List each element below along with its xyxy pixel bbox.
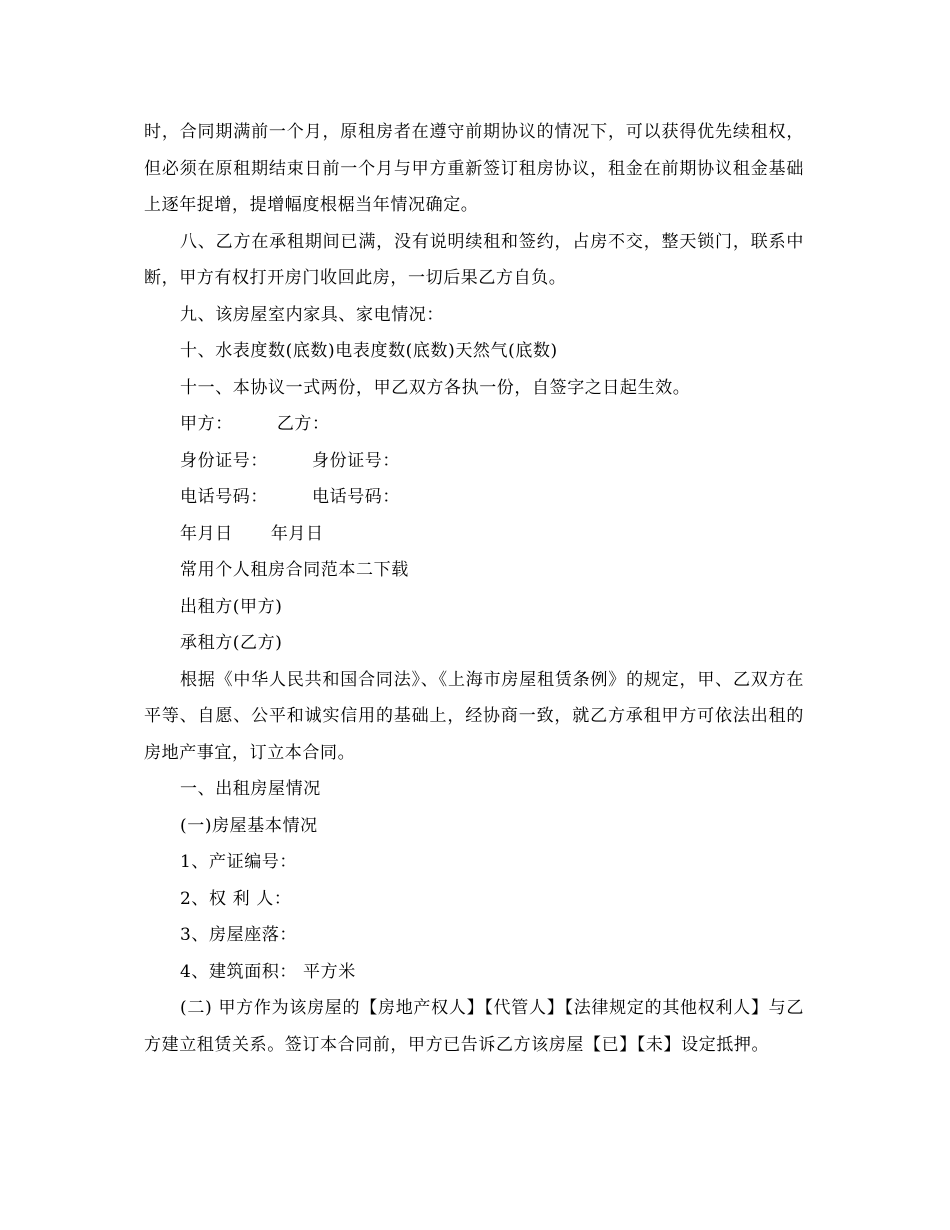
- clause-nine: 九、该房屋室内家具、家电情况：: [180, 304, 444, 325]
- clause-eleven: 十一、本协议一式两份，甲乙双方各执一份，自签字之日起生效。: [180, 377, 691, 398]
- lessee-label: 承租方(乙方): [180, 633, 283, 653]
- paragraph-renewal-continuation: 时，合同期满前一个月，原租房者在遵守前期协议的情况下，可以获得优先续租权，但必须在原租期结束日前一个月与甲方重新签订租房协议，租金在前期协议租金基础上逐年捉增，提增幅度根椐当年情况确定。: [144, 122, 804, 215]
- signature-date-line: [144, 516, 804, 553]
- phone-b-label: 电话号码：: [312, 487, 400, 507]
- item-building-area: [144, 954, 804, 991]
- party-b-label: 乙方：: [276, 414, 330, 434]
- lessor-label: 出租方(甲方): [180, 596, 283, 617]
- second-contract-title: 常用个人租房合同范本二下载: [180, 560, 409, 580]
- clause-ten: 十、水表度数(底数)电表度数(底数)天然气(底数): [180, 341, 558, 361]
- id-b-label: 身份证号：: [312, 450, 400, 471]
- item-property-location: 3、房屋座落：: [180, 925, 298, 945]
- signature-id-line: [144, 443, 804, 480]
- building-area-label: 4、建筑面积：: [180, 961, 298, 982]
- subsection-one-heading: (一)房屋基本情况: [180, 815, 318, 836]
- signature-phone-line: [144, 479, 804, 516]
- date-a-label: 年月日: [180, 523, 233, 544]
- building-area-unit: 平方米: [303, 961, 356, 982]
- date-b-label: 年月日: [270, 523, 324, 544]
- id-a-label: 身份证号：: [180, 450, 268, 471]
- document-body: [144, 114, 804, 1063]
- item-rights-holder: 2、权 利 人：: [180, 888, 292, 909]
- clause-eight: 八、乙方在承租期间已满，没有说明续租和签约，占房不交，整天锁门，联系中断，甲方有权打开房门收回此房，一切后果乙方自负。: [144, 231, 804, 288]
- item-certificate-number: 1、产证编号：: [180, 852, 298, 872]
- subsection-two-paragraph: (二) 甲方作为该房屋的【房地产权人】【代管人】【法律规定的其他权利人】与乙方建立租赁关系。签订本合同前，甲方已告诉乙方该房屋【已】【未】设定抵押。: [144, 998, 804, 1055]
- signature-party-line: [144, 406, 804, 443]
- phone-a-label: 电话号码：: [180, 487, 268, 507]
- contract-preamble: 根据《中华人民共和国合同法》、《上海市房屋租赁条例》的规定，甲、乙双方在平等、自愿、公平和诚实信用的基础上，经协商一致，就乙方承租甲方可依法出租的房地产事宜，订立本合同。: [144, 669, 804, 763]
- party-a-label: 甲方：: [180, 414, 233, 434]
- section-one-heading: 一、出租房屋情况: [180, 779, 321, 799]
